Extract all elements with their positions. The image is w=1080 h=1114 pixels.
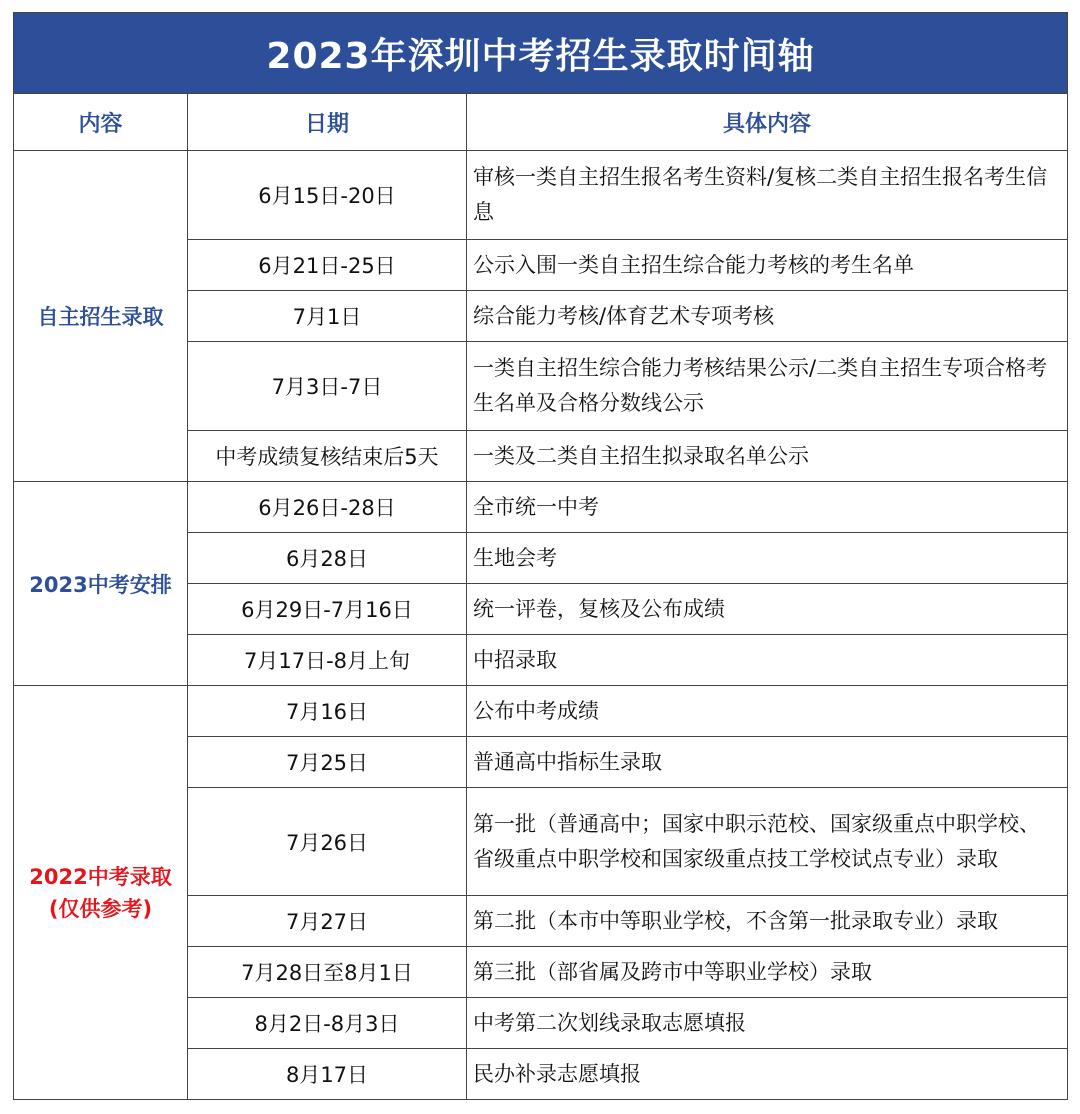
row-detail: 第三批（部省属及跨市中等职业学校）录取 (467, 947, 1068, 998)
category-2022-admission (14, 686, 188, 1100)
row-date: 6月29日-7月16日 (188, 584, 467, 635)
row-detail: 中招录取 (467, 635, 1068, 686)
row-detail: 民办补录志愿填报 (467, 1049, 1068, 1100)
category-self-enrollment: 自主招生录取 (14, 151, 188, 482)
row-date: 6月28日 (188, 533, 467, 584)
row-detail: 公布中考成绩 (467, 686, 1068, 737)
row-detail: 普通高中指标生录取 (467, 737, 1068, 788)
header-category: 内容 (14, 94, 188, 151)
header-row (14, 94, 1068, 151)
row-date: 8月17日 (188, 1049, 467, 1100)
timeline-table (13, 12, 1068, 1100)
table-row (14, 151, 1068, 240)
header-date: 日期 (188, 94, 467, 151)
row-date: 7月16日 (188, 686, 467, 737)
row-detail: 中考第二次划线录取志愿填报 (467, 998, 1068, 1049)
row-detail: 统一评卷，复核及公布成绩 (467, 584, 1068, 635)
row-detail: 综合能力考核/体育艺术专项考核 (467, 291, 1068, 342)
row-date: 6月15日-20日 (188, 151, 467, 240)
row-detail: 公示入围一类自主招生综合能力考核的考生名单 (467, 240, 1068, 291)
category-2023-exam: 2023中考安排 (14, 482, 188, 686)
category-2022-note: (仅供参考) (48, 896, 153, 921)
table-row (14, 686, 1068, 737)
row-detail: 一类自主招生综合能力考核结果公示/二类自主招生专项合格考生名单及合格分数线公示 (467, 342, 1068, 431)
row-date: 6月21日-25日 (188, 240, 467, 291)
row-detail: 一类及二类自主招生拟录取名单公示 (467, 431, 1068, 482)
row-date: 中考成绩复核结束后5天 (188, 431, 467, 482)
header-detail: 具体内容 (467, 94, 1068, 151)
table-row (14, 482, 1068, 533)
row-date: 7月27日 (188, 896, 467, 947)
row-date: 7月3日-7日 (188, 342, 467, 431)
row-detail: 生地会考 (467, 533, 1068, 584)
row-date: 7月1日 (188, 291, 467, 342)
category-2022-label: 2022中考录取 (29, 864, 172, 889)
row-date: 7月28日至8月1日 (188, 947, 467, 998)
row-date: 7月26日 (188, 788, 467, 896)
timeline-table-frame (13, 12, 1067, 1102)
row-detail: 审核一类自主招生报名考生资料/复核二类自主招生报名考生信息 (467, 151, 1068, 240)
row-detail: 全市统一中考 (467, 482, 1068, 533)
row-date: 7月17日-8月上旬 (188, 635, 467, 686)
row-detail: 第一批（普通高中；国家中职示范校、国家级重点中职学校、省级重点中职学校和国家级重点技工学校试点专业）录取 (467, 788, 1068, 896)
row-date: 7月25日 (188, 737, 467, 788)
row-detail: 第二批（本市中等职业学校，不含第一批录取专业）录取 (467, 896, 1068, 947)
row-date: 8月2日-8月3日 (188, 998, 467, 1049)
row-date: 6月26日-28日 (188, 482, 467, 533)
page-title: 2023年深圳中考招生录取时间轴 (14, 13, 1068, 94)
